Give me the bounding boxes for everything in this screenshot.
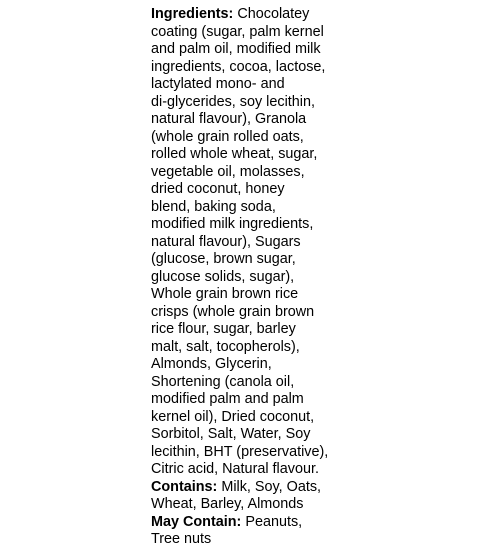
ingredients-list <box>151 24 366 479</box>
ingredient-label <box>151 6 366 549</box>
ingredients-line: lecithin, BHT (preservative), <box>151 443 329 460</box>
ingredients-heading: Ingredients: <box>151 6 234 22</box>
ingredients-line: blend, baking soda, <box>151 198 276 215</box>
ingredients-line: vegetable oil, molasses, <box>151 163 305 180</box>
ingredients-line: modified milk ingredients, <box>151 216 314 232</box>
ingredients-line: glucose solids, sugar), <box>151 268 295 285</box>
ingredients-line: modified palm and palm <box>151 391 304 407</box>
contains-first-line-text: Milk, Soy, Oats, <box>217 478 322 495</box>
ingredients-line: natural flavour), Granola <box>151 111 307 127</box>
ingredients-first-line <box>151 6 366 24</box>
may-contain-heading: May Contain: <box>151 513 242 530</box>
ingredients-line: Shortening (canola oil, <box>151 373 295 390</box>
contains-line: Wheat, Barley, Almonds <box>151 496 304 512</box>
ingredients-line: dried coconut, honey <box>151 181 285 197</box>
contains-first-line <box>151 479 366 497</box>
contains-list <box>151 496 366 514</box>
ingredients-line: Almonds, Glycerin, <box>151 356 272 372</box>
ingredients-line: Sorbitol, Salt, Water, Soy <box>151 426 311 442</box>
ingredients-line: rolled whole wheat, sugar, <box>151 146 318 162</box>
ingredients-line: malt, salt, tocopherols), <box>151 338 300 355</box>
ingredients-line: lactylated mono- and <box>151 76 285 92</box>
ingredients-line: di-glycerides, soy lecithin, <box>151 93 315 110</box>
ingredients-line: crisps (whole grain brown <box>151 303 315 320</box>
ingredients-line: (whole grain rolled oats, <box>151 128 304 145</box>
ingredients-line: kernel oil), Dried coconut, <box>151 408 315 425</box>
ingredients-line: coating (sugar, palm kernel <box>151 23 324 40</box>
may-contain-first-line <box>151 514 366 532</box>
may-contain-line: Tree nuts <box>151 531 212 547</box>
ingredients-line: ingredients, cocoa, lactose, <box>151 58 326 75</box>
may-contain-first-line-text: Peanuts, <box>241 513 303 530</box>
ingredients-line: natural flavour), Sugars <box>151 233 301 250</box>
ingredients-line: and palm oil, modified milk <box>151 41 321 57</box>
ingredients-line: Whole grain brown rice <box>151 286 299 302</box>
ingredients-line: rice flour, sugar, barley <box>151 321 296 337</box>
ingredients-first-line-text: Chocolatey <box>233 6 310 22</box>
ingredients-line: Citric acid, Natural flavour. <box>151 461 319 477</box>
ingredients-line: (glucose, brown sugar, <box>151 251 296 267</box>
may-contain-list <box>151 531 366 549</box>
contains-heading: Contains: <box>151 478 218 495</box>
